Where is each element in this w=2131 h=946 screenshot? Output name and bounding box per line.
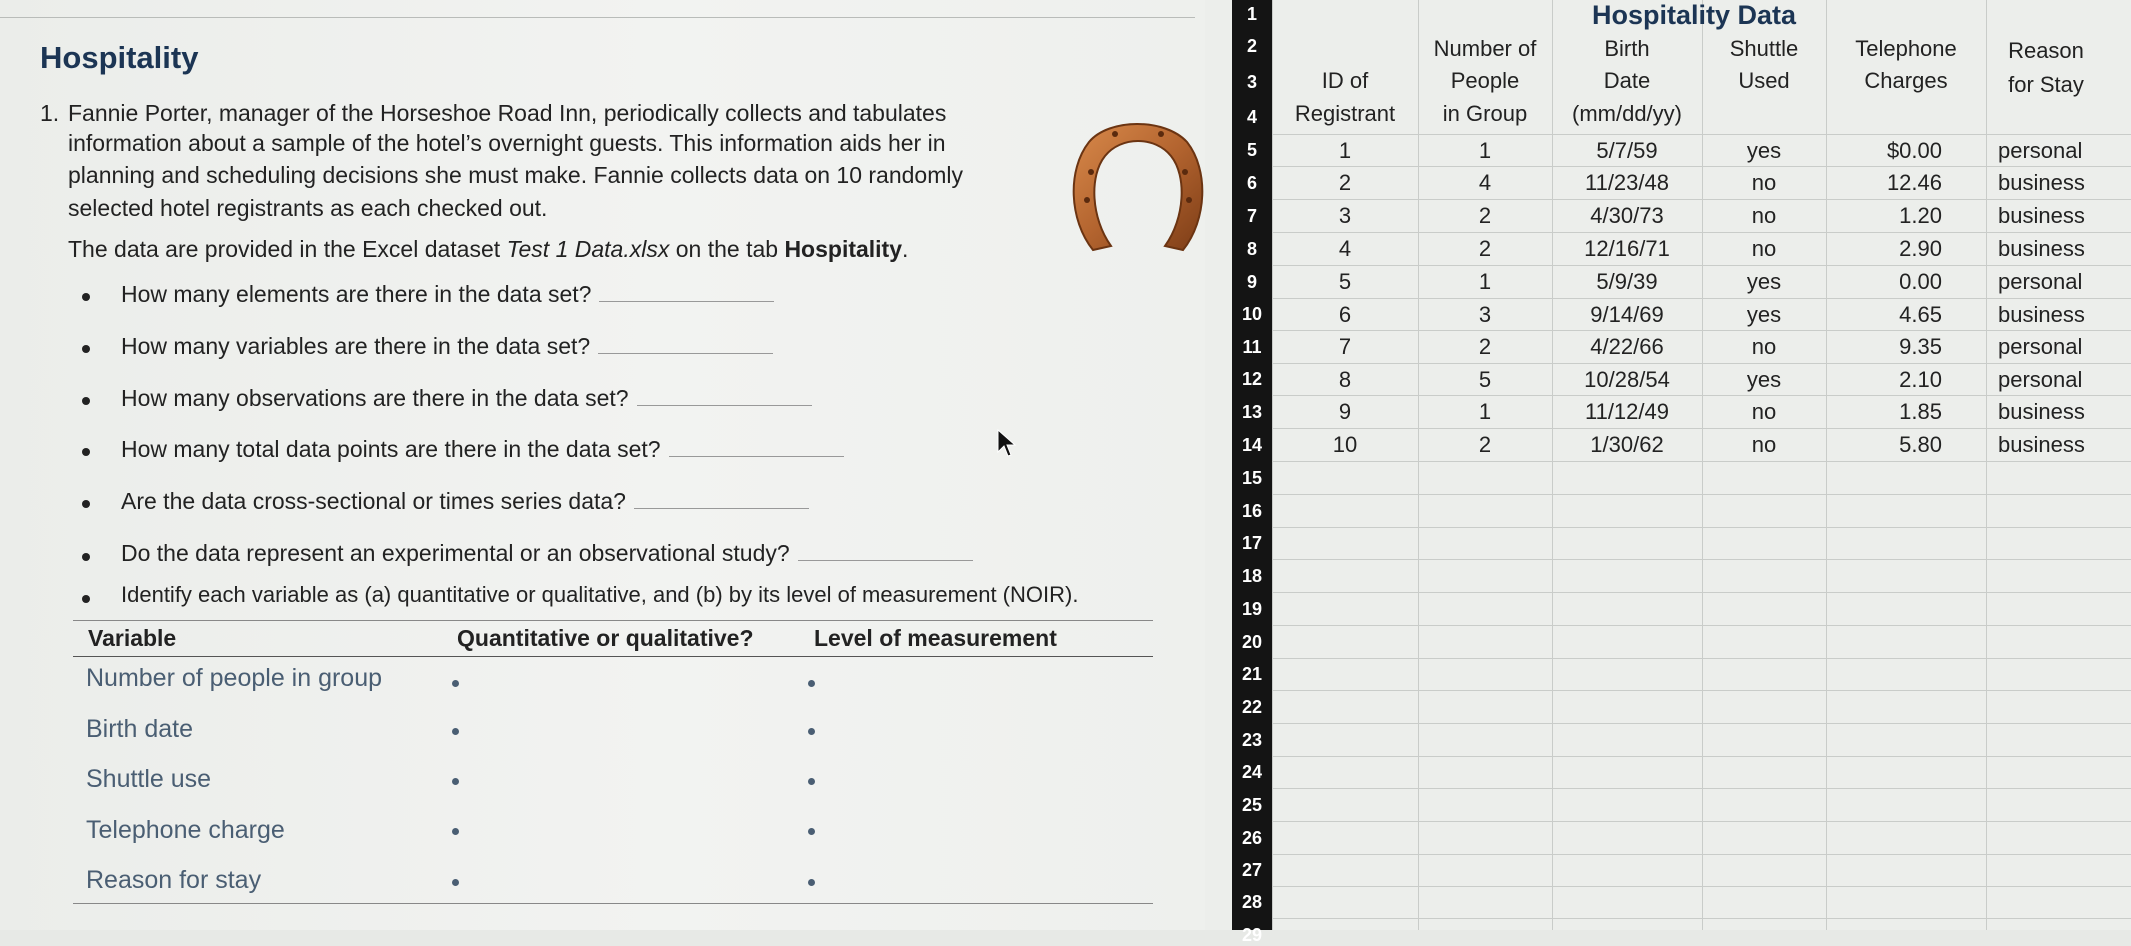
bullet-question: Identify each variable as (a) quantitative or qualitative, and (b) by its level of measurement (NOIR). xyxy=(121,582,1079,607)
grid-line xyxy=(1272,690,2131,691)
cell-reason[interactable]: business xyxy=(1998,170,2085,195)
grid-line xyxy=(1272,166,2131,167)
table-top-rule xyxy=(73,620,1153,621)
cell-shuttle[interactable]: yes xyxy=(1746,269,1782,294)
answer-bullet[interactable] xyxy=(452,828,459,835)
variable-name: Number of people in group xyxy=(86,664,383,692)
cell-birth[interactable]: 4/30/73 xyxy=(1590,203,1664,228)
provided-suffix: . xyxy=(902,236,909,262)
answer-blank[interactable] xyxy=(798,560,973,561)
header-phone: Charges xyxy=(1864,68,1948,93)
variable-name: Shuttle use xyxy=(86,765,212,793)
header-shuttle: Used xyxy=(1738,68,1790,93)
cell-id[interactable]: 7 xyxy=(1338,334,1352,359)
grid-line xyxy=(1272,330,2131,331)
cell-phone[interactable]: 0.00 xyxy=(1899,269,1942,294)
col-header-variable: Variable xyxy=(88,625,177,651)
grid-line xyxy=(1272,559,2131,560)
cell-reason[interactable]: personal xyxy=(1998,334,2083,359)
question-text: How many total data points are there in the data set? xyxy=(121,436,661,462)
cell-birth[interactable]: 11/12/49 xyxy=(1584,399,1669,424)
answer-bullet[interactable] xyxy=(808,778,815,785)
cell-id[interactable]: 10 xyxy=(1332,432,1358,457)
cell-shuttle[interactable]: no xyxy=(1751,236,1777,261)
row-number[interactable]: 22 xyxy=(1241,696,1263,717)
grid-line xyxy=(1272,723,2131,724)
header-birth: (mm/dd/yy) xyxy=(1572,101,1682,126)
col-header-quant-qual: Quantitative or qualitative? xyxy=(457,625,754,651)
cell-shuttle[interactable]: yes xyxy=(1746,367,1782,392)
answer-blank[interactable] xyxy=(598,353,773,354)
grid-line xyxy=(1702,0,1703,930)
bullet-dot xyxy=(82,500,90,508)
cell-birth[interactable]: 12/16/71 xyxy=(1584,236,1670,261)
bullet-question xyxy=(121,488,809,515)
sheet-title: Hospitality Data xyxy=(1592,0,1797,30)
cell-id[interactable]: 8 xyxy=(1338,367,1352,392)
cell-phone[interactable]: 4.65 xyxy=(1899,302,1942,327)
cell-shuttle[interactable]: yes xyxy=(1746,302,1782,327)
header-people: People xyxy=(1450,68,1520,93)
paragraph-line: Fannie Porter, manager of the Horseshoe Road Inn, periodically collects and tabulates xyxy=(68,100,947,126)
cell-reason[interactable]: business xyxy=(1998,399,2085,424)
cell-id[interactable]: 3 xyxy=(1338,203,1352,228)
variable-name: Birth date xyxy=(86,715,194,743)
grid-line xyxy=(1272,461,2131,462)
horseshoe-icon xyxy=(1065,110,1210,260)
bullet-dot xyxy=(82,553,90,561)
header-phone: Telephone xyxy=(1855,36,1957,61)
row-number[interactable]: 15 xyxy=(1241,467,1263,488)
grid-line xyxy=(1552,0,1553,930)
grid-line xyxy=(1272,918,2131,919)
row-number[interactable]: 23 xyxy=(1241,729,1263,750)
cell-people[interactable]: 1 xyxy=(1478,138,1492,163)
paragraph-line: planning and scheduling decisions she must make. Fannie collects data on 10 randomly xyxy=(68,162,963,188)
answer-bullet[interactable] xyxy=(808,680,815,687)
dataset-tab: Hospitality xyxy=(784,236,903,262)
row-number[interactable]: 26 xyxy=(1241,827,1263,848)
cell-birth[interactable]: 11/23/48 xyxy=(1584,170,1669,195)
row-number[interactable]: 6 xyxy=(1246,172,1257,193)
cell-phone[interactable]: $0.00 xyxy=(1886,138,1942,163)
cell-id[interactable]: 5 xyxy=(1338,269,1352,294)
header-birth: Date xyxy=(1603,68,1651,93)
row-number[interactable]: 18 xyxy=(1241,565,1263,586)
row-number[interactable]: 25 xyxy=(1241,794,1263,815)
answer-blank[interactable] xyxy=(669,456,844,457)
cell-phone[interactable]: 5.80 xyxy=(1899,432,1942,457)
grid-line xyxy=(1272,854,2131,855)
question-text: Are the data cross-sectional or times series data? xyxy=(121,488,626,514)
col-header-level: Level of measurement xyxy=(814,625,1057,651)
cell-people[interactable]: 1 xyxy=(1478,269,1492,294)
row-number[interactable]: 9 xyxy=(1246,271,1257,292)
cell-phone[interactable]: 9.35 xyxy=(1899,334,1942,359)
header-reason: for Stay xyxy=(2008,72,2084,97)
bullet-dot xyxy=(82,293,90,301)
cell-shuttle[interactable]: no xyxy=(1751,170,1777,195)
row-number[interactable]: 10 xyxy=(1241,304,1263,324)
question-text: How many variables are there in the data set? xyxy=(121,333,591,359)
cell-shuttle[interactable]: no xyxy=(1751,203,1777,228)
grid-line xyxy=(1272,199,2131,200)
grid-line xyxy=(1272,527,2131,528)
row-number[interactable]: 16 xyxy=(1241,500,1263,521)
cell-people[interactable]: 2 xyxy=(1478,334,1492,359)
cell-phone[interactable]: 1.85 xyxy=(1899,399,1942,424)
cell-people[interactable]: 1 xyxy=(1478,399,1492,424)
cell-reason[interactable]: personal xyxy=(1998,138,2083,163)
bullet-dot xyxy=(82,595,90,603)
header-people: in Group xyxy=(1442,101,1528,126)
grid-line xyxy=(1826,0,1827,930)
table-header-rule xyxy=(73,656,1153,657)
provided-mid: on the tab xyxy=(669,236,785,262)
top-rule xyxy=(0,17,1195,18)
header-shuttle: Shuttle xyxy=(1729,36,1799,61)
grid-line xyxy=(1272,298,2131,299)
row-number[interactable]: 11 xyxy=(1242,336,1262,357)
cell-id[interactable]: 4 xyxy=(1338,236,1352,261)
row-number[interactable]: 28 xyxy=(1241,892,1263,912)
question-text: How many elements are there in the data set? xyxy=(121,281,592,307)
row-number[interactable]: 24 xyxy=(1241,762,1263,782)
grid-line xyxy=(1272,821,2131,822)
row-number[interactable]: 2 xyxy=(1246,36,1257,56)
cell-reason[interactable]: business xyxy=(1998,432,2085,457)
dataset-source-line xyxy=(68,236,908,263)
answer-blank[interactable] xyxy=(599,301,774,302)
header-reason: Reason xyxy=(2008,38,2084,63)
row-number[interactable]: 12 xyxy=(1241,369,1263,389)
cell-people[interactable]: 4 xyxy=(1478,170,1492,195)
grid-line xyxy=(1272,363,2131,364)
cell-reason[interactable]: business xyxy=(1998,236,2085,261)
grid-line xyxy=(1272,658,2131,659)
grid-line xyxy=(1272,232,2131,233)
cell-people[interactable]: 3 xyxy=(1478,302,1492,327)
row-number[interactable]: 17 xyxy=(1241,533,1263,553)
cell-id[interactable]: 2 xyxy=(1338,170,1352,195)
grid-line xyxy=(1272,494,2131,495)
grid-line xyxy=(1418,0,1419,930)
cell-birth[interactable]: 1/30/62 xyxy=(1590,432,1664,457)
bullet-dot xyxy=(82,397,90,405)
answer-blank[interactable] xyxy=(634,508,809,509)
cell-id[interactable]: 9 xyxy=(1338,399,1352,424)
grid-line xyxy=(1272,134,2131,135)
document-title: Hospitality xyxy=(40,40,199,75)
grid-line xyxy=(1272,395,2131,396)
cell-people[interactable]: 2 xyxy=(1478,203,1492,228)
answer-bullet[interactable] xyxy=(808,879,815,886)
dataset-filename: Test 1 Data.xlsx xyxy=(506,236,670,262)
cell-reason[interactable]: business xyxy=(1998,302,2085,327)
grid-line xyxy=(1272,592,2131,593)
cell-shuttle[interactable]: no xyxy=(1751,432,1777,457)
variable-name: Telephone charge xyxy=(86,816,285,844)
header-birth: Birth xyxy=(1604,36,1650,61)
row-number[interactable]: 7 xyxy=(1246,205,1257,226)
question-number: 1. xyxy=(40,100,60,126)
row-number[interactable]: 20 xyxy=(1241,631,1263,652)
answer-bullet[interactable] xyxy=(452,728,459,735)
cell-phone[interactable]: 1.20 xyxy=(1899,203,1942,228)
grid-line xyxy=(1986,0,1987,930)
cell-people[interactable]: 5 xyxy=(1478,367,1492,392)
bullet-question xyxy=(121,436,844,463)
grid-line xyxy=(1272,788,2131,789)
bullet-dot xyxy=(82,345,90,353)
answer-bullet[interactable] xyxy=(808,728,815,735)
cell-phone[interactable]: 12.46 xyxy=(1886,170,1942,195)
variable-name: Reason for stay xyxy=(86,866,262,894)
question-text: Do the data represent an experimental or an observational study? xyxy=(121,540,790,566)
cell-phone[interactable]: 2.90 xyxy=(1899,236,1942,261)
answer-blank[interactable] xyxy=(637,405,812,406)
row-number[interactable]: 29 xyxy=(1241,924,1263,945)
grid-line xyxy=(1272,756,2131,757)
answer-bullet[interactable] xyxy=(452,879,459,886)
row-number[interactable]: 14 xyxy=(1241,434,1263,455)
cell-id[interactable]: 6 xyxy=(1338,302,1352,327)
row-number[interactable]: 8 xyxy=(1246,238,1257,259)
row-number[interactable]: 21 xyxy=(1241,664,1263,684)
row-number[interactable]: 4 xyxy=(1246,106,1257,127)
paragraph-line: selected hotel registrants as each checked out. xyxy=(68,195,548,221)
table-bottom-rule xyxy=(73,903,1153,904)
mouse-cursor-icon xyxy=(996,428,1018,458)
row-number[interactable]: 5 xyxy=(1246,140,1257,160)
answer-bullet[interactable] xyxy=(452,778,459,785)
cell-birth[interactable]: 10/28/54 xyxy=(1584,367,1670,392)
cell-birth[interactable]: 5/7/59 xyxy=(1596,138,1658,163)
grid-line xyxy=(1272,625,2131,626)
cell-birth[interactable]: 5/9/39 xyxy=(1596,269,1658,294)
bullet-dot xyxy=(82,448,90,456)
cell-reason[interactable]: personal xyxy=(1998,269,2083,294)
cell-shuttle[interactable]: yes xyxy=(1746,138,1782,163)
bullet-question xyxy=(121,333,773,360)
row-number[interactable]: 1 xyxy=(1246,4,1257,24)
cell-shuttle[interactable]: no xyxy=(1751,399,1777,424)
grid-line xyxy=(1272,0,1273,930)
cell-people[interactable]: 2 xyxy=(1478,236,1492,261)
cell-birth[interactable]: 4/22/66 xyxy=(1590,334,1664,359)
grid-line xyxy=(1272,886,2131,887)
row-number[interactable]: 13 xyxy=(1241,401,1263,422)
answer-bullet[interactable] xyxy=(808,828,815,835)
cell-phone[interactable]: 2.10 xyxy=(1899,367,1942,392)
paragraph-line: information about a sample of the hotel’s overnight guests. This information aids her in xyxy=(68,130,946,156)
grid-line xyxy=(1272,265,2131,266)
provided-prefix: The data are provided in the Excel dataset xyxy=(68,236,507,262)
question-text: How many observations are there in the data set? xyxy=(121,385,629,411)
row-number[interactable]: 19 xyxy=(1241,598,1263,619)
bullet-question xyxy=(121,281,774,308)
header-id: ID of xyxy=(1321,68,1369,93)
answer-bullet[interactable] xyxy=(452,680,459,687)
header-id: Registrant xyxy=(1294,101,1396,126)
cell-people[interactable]: 2 xyxy=(1478,432,1492,457)
cell-reason[interactable]: personal xyxy=(1998,367,2083,392)
cell-id[interactable]: 1 xyxy=(1338,138,1352,163)
bullet-question xyxy=(121,540,973,567)
cell-birth[interactable]: 9/14/69 xyxy=(1590,302,1664,327)
grid-line xyxy=(1272,428,2131,429)
row-number[interactable]: 3 xyxy=(1246,71,1257,92)
bullet-question xyxy=(121,385,812,412)
row-number[interactable]: 27 xyxy=(1241,860,1263,880)
cell-reason[interactable]: business xyxy=(1998,203,2085,228)
header-people: Number of xyxy=(1433,36,1537,61)
cell-shuttle[interactable]: no xyxy=(1751,334,1777,359)
